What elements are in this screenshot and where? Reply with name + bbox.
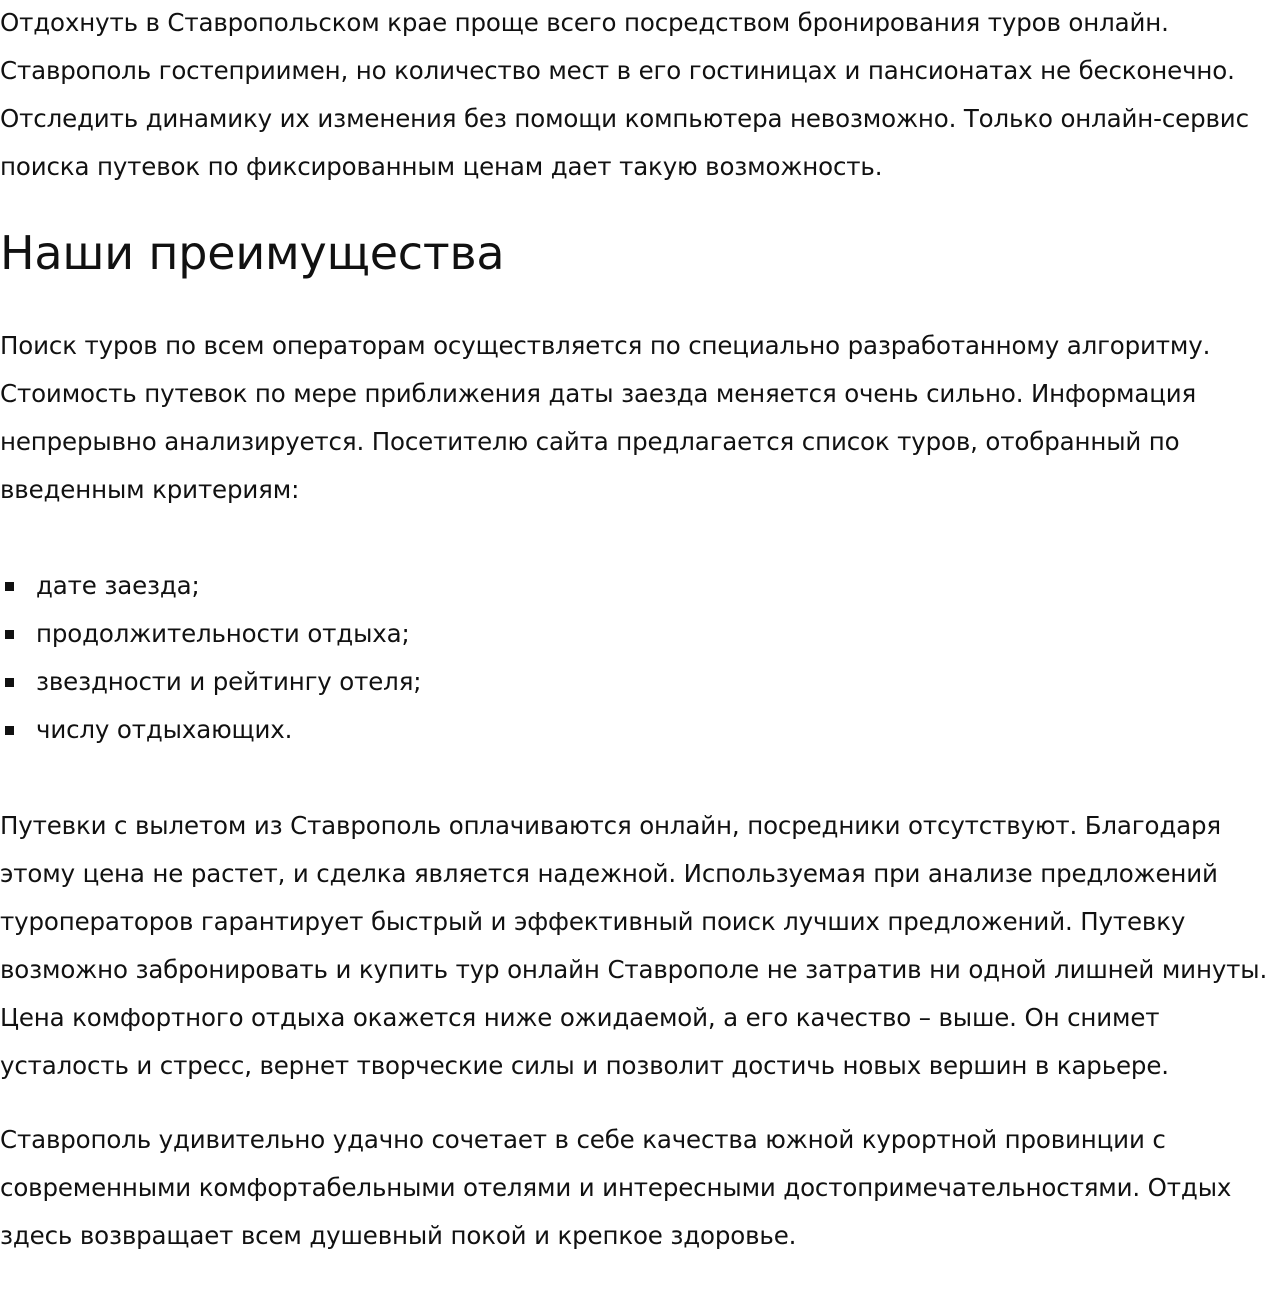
closing-paragraph: Ставрополь удивительно удачно сочетает в себе качества южной курортной провинции с современными комфортабельными отелями и интересными достопримечательностями. Отдых здесь возвращает всем душевный покой и крепкое здоровье. [0,1125,1232,1250]
advantages-paragraph: Поиск туров по всем операторам осуществляется по специально разработанному алгоритму. Стоимость путевок по мере приближения даты заезда меняется очень сильно. Информация непрерывно анализируется. Посетителю сайта предлагается список туров, отобранный по введенным критериям: [0,331,1211,504]
list-item [0,562,1270,610]
square-bullet-icon [5,630,14,639]
square-bullet-icon [5,678,14,687]
intro-paragraph: Отдохнуть в Ставропольском крае проще всего посредством бронирования туров онлайн. Ставрополь гостеприимен, но количество мест в его гостиницах и пансионатах не бесконечно. Отследить динамику их изменения без помощи компьютера невозможно. Только онлайн-сервис поиска путевок по фиксированным ценам дает такую возможность. [0,8,1249,181]
square-bullet-icon [5,726,14,735]
list-item [0,658,1270,706]
square-bullet-icon [5,582,14,591]
list-item [0,610,1270,658]
criteria-list [0,562,1270,754]
list-item-text: звездности и рейтингу отеля; [36,667,422,696]
section-heading: Наши преимущества [0,226,505,280]
list-item-text: дате заезда; [36,571,200,600]
list-item-text: продолжительности отдыха; [36,619,410,648]
list-item-text: числу отдыхающих. [36,715,293,744]
payment-paragraph: Путевки с вылетом из Ставрополь оплачиваются онлайн, посредники отсутствуют. Благодаря этому цена не растет, и сделка является надежной. Используемая при анализе предложений туроператоров гарантирует быстрый и эффективный поиск лучших предложений. Путевку возможно забронировать и купить тур онлайн Ставрополе не затратив ни одной лишней минуты. Цена комфортного отдыха окажется ниже ожидаемой, а его качество – выше. Он снимет усталость и стресс, вернет творческие силы и позволит достичь новых вершин в карьере. [0,811,1268,1080]
list-item [0,706,1270,754]
